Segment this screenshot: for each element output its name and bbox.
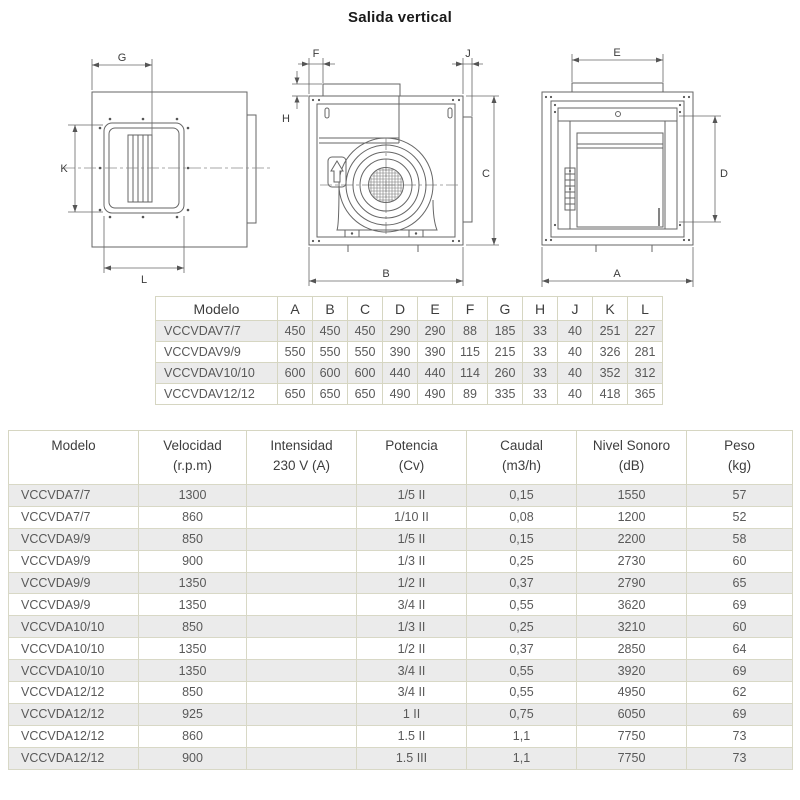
dims-value-cell: 33 — [523, 342, 558, 363]
dims-value-cell: 450 — [278, 321, 313, 342]
dim-H — [292, 71, 322, 109]
dims-value-cell: 89 — [453, 384, 488, 405]
dims-table-row — [156, 384, 663, 405]
dim-L — [104, 216, 184, 273]
specs-column-header — [577, 431, 687, 486]
specs-value-cell: 0,55 — [467, 594, 577, 616]
dims-value-cell: 215 — [488, 342, 523, 363]
specs-column-label: Intensidad — [270, 438, 333, 453]
specs-value-cell: 1550 — [577, 485, 687, 507]
specs-value-cell: 60 — [687, 616, 793, 638]
dims-value-cell: 88 — [453, 321, 488, 342]
specs-value-cell: 1350 — [139, 660, 247, 682]
specs-value-cell: 1.5 III — [357, 747, 467, 769]
dim-A — [542, 247, 693, 287]
dims-value-cell: 185 — [488, 321, 523, 342]
dims-column-header: C — [348, 297, 383, 321]
dims-value-cell: 251 — [593, 321, 628, 342]
dim-label-f: F — [312, 48, 320, 60]
specs-table-row — [9, 572, 793, 594]
dims-model-cell: VCCVDAV7/7 — [156, 321, 278, 342]
specs-model-cell: VCCVDA12/12 — [9, 747, 139, 769]
specs-table-row — [9, 485, 793, 507]
dims-value-cell: 600 — [313, 363, 348, 384]
drawing-front-view — [292, 58, 499, 286]
specs-value-cell: 1350 — [139, 572, 247, 594]
specs-header-row — [9, 431, 793, 486]
specs-column-unit: (kg) — [727, 458, 752, 473]
specs-value-cell: 0,25 — [467, 550, 577, 572]
specs-table-row — [9, 747, 793, 769]
dims-value-cell: 650 — [313, 384, 348, 405]
specs-value-cell: 3/4 II — [357, 660, 467, 682]
specs-value-cell: 1/10 II — [357, 506, 467, 528]
specs-value-cell: 4950 — [577, 682, 687, 704]
dims-value-cell: 335 — [488, 384, 523, 405]
specs-column-header — [139, 431, 247, 486]
dims-value-cell: 418 — [593, 384, 628, 405]
specs-value-cell: 69 — [687, 660, 793, 682]
dims-column-header: H — [523, 297, 558, 321]
specs-value-cell: 2790 — [577, 572, 687, 594]
specs-value-cell: 60 — [687, 550, 793, 572]
specs-value-cell — [247, 725, 357, 747]
fan-scroll — [337, 138, 437, 237]
dims-value-cell: 114 — [453, 363, 488, 384]
dims-value-cell: 440 — [418, 363, 453, 384]
specs-value-cell: 0,15 — [467, 528, 577, 550]
specs-value-cell: 0,15 — [467, 485, 577, 507]
dims-table-row — [156, 363, 663, 384]
dims-value-cell: 650 — [348, 384, 383, 405]
specs-model-cell: VCCVDA10/10 — [9, 616, 139, 638]
dims-value-cell: 600 — [348, 363, 383, 384]
dims-value-cell: 290 — [418, 321, 453, 342]
dims-value-cell: 390 — [383, 342, 418, 363]
specs-table-row — [9, 682, 793, 704]
dim-J — [452, 58, 483, 116]
specs-model-cell: VCCVDA9/9 — [9, 550, 139, 572]
dims-value-cell: 450 — [348, 321, 383, 342]
dims-table-row — [156, 321, 663, 342]
specs-value-cell — [247, 616, 357, 638]
dim-label-a: A — [613, 268, 621, 280]
specs-table-row — [9, 616, 793, 638]
specs-value-cell: 62 — [687, 682, 793, 704]
specs-value-cell: 1/3 II — [357, 550, 467, 572]
specs-value-cell: 850 — [139, 682, 247, 704]
terminal-block — [565, 168, 575, 210]
dims-table-row — [156, 342, 663, 363]
dims-value-cell: 281 — [628, 342, 663, 363]
dims-value-cell: 312 — [628, 363, 663, 384]
specs-value-cell: 860 — [139, 506, 247, 528]
specs-body-table — [8, 484, 793, 770]
dims-header-row — [156, 297, 663, 321]
specs-value-cell: 0,25 — [467, 616, 577, 638]
dims-value-cell: 490 — [383, 384, 418, 405]
specs-table-row — [9, 594, 793, 616]
dims-column-header: D — [383, 297, 418, 321]
specs-model-cell: VCCVDA12/12 — [9, 682, 139, 704]
specs-model-cell: VCCVDA10/10 — [9, 660, 139, 682]
specs-value-cell: 7750 — [577, 725, 687, 747]
specs-value-cell: 0,37 — [467, 638, 577, 660]
specs-model-cell: VCCVDA10/10 — [9, 638, 139, 660]
dims-value-cell: 33 — [523, 384, 558, 405]
specs-model-cell: VCCVDA9/9 — [9, 528, 139, 550]
drawing-rear-view — [542, 54, 721, 287]
dims-column-header: E — [418, 297, 453, 321]
dim-D — [679, 116, 721, 222]
specs-column-header — [9, 431, 139, 486]
specs-value-cell — [247, 594, 357, 616]
dims-value-cell: 40 — [558, 342, 593, 363]
dims-value-cell: 115 — [453, 342, 488, 363]
specs-column-label: Potencia — [385, 438, 438, 453]
specs-value-cell: 1,1 — [467, 747, 577, 769]
dims-column-header: K — [593, 297, 628, 321]
dims-column-header: A — [278, 297, 313, 321]
dims-value-cell: 40 — [558, 384, 593, 405]
dim-label-b: B — [382, 268, 390, 280]
dim-label-l: L — [140, 274, 148, 286]
dim-label-c: C — [482, 168, 490, 180]
specs-value-cell: 6050 — [577, 703, 687, 725]
dim-label-e: E — [613, 47, 621, 59]
specs-column-unit: (Cv) — [398, 458, 425, 473]
specs-column-header — [247, 431, 357, 486]
dim-label-g: G — [117, 52, 127, 64]
dims-value-cell: 33 — [523, 363, 558, 384]
specs-column-unit: 230 V (A) — [272, 458, 331, 473]
specs-value-cell: 69 — [687, 703, 793, 725]
specs-value-cell: 0,37 — [467, 572, 577, 594]
dims-value-cell: 390 — [418, 342, 453, 363]
specs-value-cell: 58 — [687, 528, 793, 550]
dims-value-cell: 650 — [278, 384, 313, 405]
specs-column-header — [467, 431, 577, 486]
specs-value-cell — [247, 638, 357, 660]
specs-column-label: Modelo — [51, 438, 96, 453]
drawing-side-view — [63, 59, 270, 273]
dimensions-table — [155, 296, 663, 405]
specs-value-cell — [247, 528, 357, 550]
dim-label-d: D — [720, 168, 728, 180]
specs-value-cell: 73 — [687, 725, 793, 747]
specs-value-cell: 850 — [139, 528, 247, 550]
specs-column-label: Velocidad — [163, 438, 222, 453]
dims-model-cell: VCCVDAV10/10 — [156, 363, 278, 384]
dim-label-k: K — [60, 163, 68, 175]
specs-column-label: Nivel Sonoro — [592, 438, 671, 453]
dims-value-cell: 290 — [383, 321, 418, 342]
dims-value-cell: 600 — [278, 363, 313, 384]
dims-column-header: L — [628, 297, 663, 321]
dim-label-j: J — [465, 48, 471, 60]
specs-model-cell: VCCVDA12/12 — [9, 725, 139, 747]
airflow-arrow-icon — [328, 157, 346, 187]
dim-label-h: H — [282, 113, 290, 125]
dims-value-cell: 227 — [628, 321, 663, 342]
specs-value-cell: 1300 — [139, 485, 247, 507]
specs-value-cell — [247, 485, 357, 507]
specs-value-cell — [247, 703, 357, 725]
dims-value-cell: 440 — [383, 363, 418, 384]
specs-value-cell: 69 — [687, 594, 793, 616]
specs-value-cell: 65 — [687, 572, 793, 594]
specs-value-cell: 3/4 II — [357, 682, 467, 704]
specs-value-cell: 3620 — [577, 594, 687, 616]
specs-value-cell: 1/2 II — [357, 572, 467, 594]
specs-table-row — [9, 550, 793, 572]
dims-value-cell: 40 — [558, 321, 593, 342]
specs-value-cell: 1200 — [577, 506, 687, 528]
specs-table-row — [9, 703, 793, 725]
specs-value-cell: 0,08 — [467, 506, 577, 528]
specs-value-cell: 3920 — [577, 660, 687, 682]
page-title: Salida vertical — [348, 9, 452, 26]
dims-value-cell: 550 — [278, 342, 313, 363]
specs-value-cell: 3/4 II — [357, 594, 467, 616]
specs-table-row — [9, 725, 793, 747]
specs-value-cell: 1,1 — [467, 725, 577, 747]
specs-value-cell: 1.5 II — [357, 725, 467, 747]
specs-value-cell: 1/5 II — [357, 528, 467, 550]
specs-value-cell: 850 — [139, 616, 247, 638]
dim-F — [298, 58, 335, 94]
specs-value-cell — [247, 550, 357, 572]
specs-value-cell: 2200 — [577, 528, 687, 550]
dims-model-cell: VCCVDAV12/12 — [156, 384, 278, 405]
specs-value-cell: 64 — [687, 638, 793, 660]
specs-value-cell — [247, 572, 357, 594]
dims-column-header: G — [488, 297, 523, 321]
specs-value-cell: 1/3 II — [357, 616, 467, 638]
specs-model-cell: VCCVDA7/7 — [9, 485, 139, 507]
technical-drawings — [0, 40, 800, 296]
specs-value-cell: 900 — [139, 747, 247, 769]
specs-column-label: Peso — [724, 438, 755, 453]
specs-value-cell: 0,75 — [467, 703, 577, 725]
specs-body — [9, 485, 793, 770]
specs-column-unit: (r.p.m) — [173, 458, 212, 473]
specs-value-cell — [247, 660, 357, 682]
specs-value-cell: 900 — [139, 550, 247, 572]
specs-value-cell: 1/2 II — [357, 638, 467, 660]
specs-column-unit: (m3/h) — [501, 458, 541, 473]
specs-column-unit: (dB) — [618, 458, 645, 473]
dims-value-cell: 450 — [313, 321, 348, 342]
dims-value-cell: 490 — [418, 384, 453, 405]
dims-value-cell: 33 — [523, 321, 558, 342]
specs-column-header — [687, 431, 793, 486]
specs-value-cell: 0,55 — [467, 682, 577, 704]
specs-column-unit — [10, 456, 137, 475]
dims-value-cell: 326 — [593, 342, 628, 363]
specs-value-cell: 1350 — [139, 594, 247, 616]
specs-header-table — [8, 430, 793, 486]
specs-value-cell: 3210 — [577, 616, 687, 638]
dims-value-cell: 365 — [628, 384, 663, 405]
specs-table-row — [9, 506, 793, 528]
specs-column-label: Caudal — [500, 438, 543, 453]
fan-inlet-mesh — [369, 168, 403, 202]
dims-column-header: Modelo — [156, 297, 278, 321]
specs-value-cell: 73 — [687, 747, 793, 769]
specs-value-cell: 860 — [139, 725, 247, 747]
specs-table-row — [9, 528, 793, 550]
dims-value-cell: 260 — [488, 363, 523, 384]
specs-value-cell: 925 — [139, 703, 247, 725]
specs-model-cell: VCCVDA9/9 — [9, 594, 139, 616]
dims-column-header: F — [453, 297, 488, 321]
specs-table-row — [9, 660, 793, 682]
specs-model-cell: VCCVDA12/12 — [9, 703, 139, 725]
specs-table-row — [9, 638, 793, 660]
specs-value-cell: 1/5 II — [357, 485, 467, 507]
specs-value-cell: 1350 — [139, 638, 247, 660]
specs-value-cell: 2850 — [577, 638, 687, 660]
specs-model-cell: VCCVDA7/7 — [9, 506, 139, 528]
specs-value-cell: 1 II — [357, 703, 467, 725]
dims-value-cell: 40 — [558, 363, 593, 384]
dims-column-header: J — [558, 297, 593, 321]
specs-column-header — [357, 431, 467, 486]
specs-value-cell — [247, 682, 357, 704]
specs-value-cell: 52 — [687, 506, 793, 528]
specs-value-cell: 2730 — [577, 550, 687, 572]
dims-value-cell: 550 — [313, 342, 348, 363]
specs-value-cell: 0,55 — [467, 660, 577, 682]
specs-value-cell — [247, 747, 357, 769]
dim-B — [309, 247, 463, 286]
specs-value-cell: 7750 — [577, 747, 687, 769]
specs-value-cell — [247, 506, 357, 528]
dims-value-cell: 352 — [593, 363, 628, 384]
dims-column-header: B — [313, 297, 348, 321]
specs-value-cell: 57 — [687, 485, 793, 507]
dims-value-cell: 550 — [348, 342, 383, 363]
dim-K — [68, 125, 103, 212]
dims-model-cell: VCCVDAV9/9 — [156, 342, 278, 363]
dims-body — [156, 321, 663, 405]
specs-model-cell: VCCVDA9/9 — [9, 572, 139, 594]
